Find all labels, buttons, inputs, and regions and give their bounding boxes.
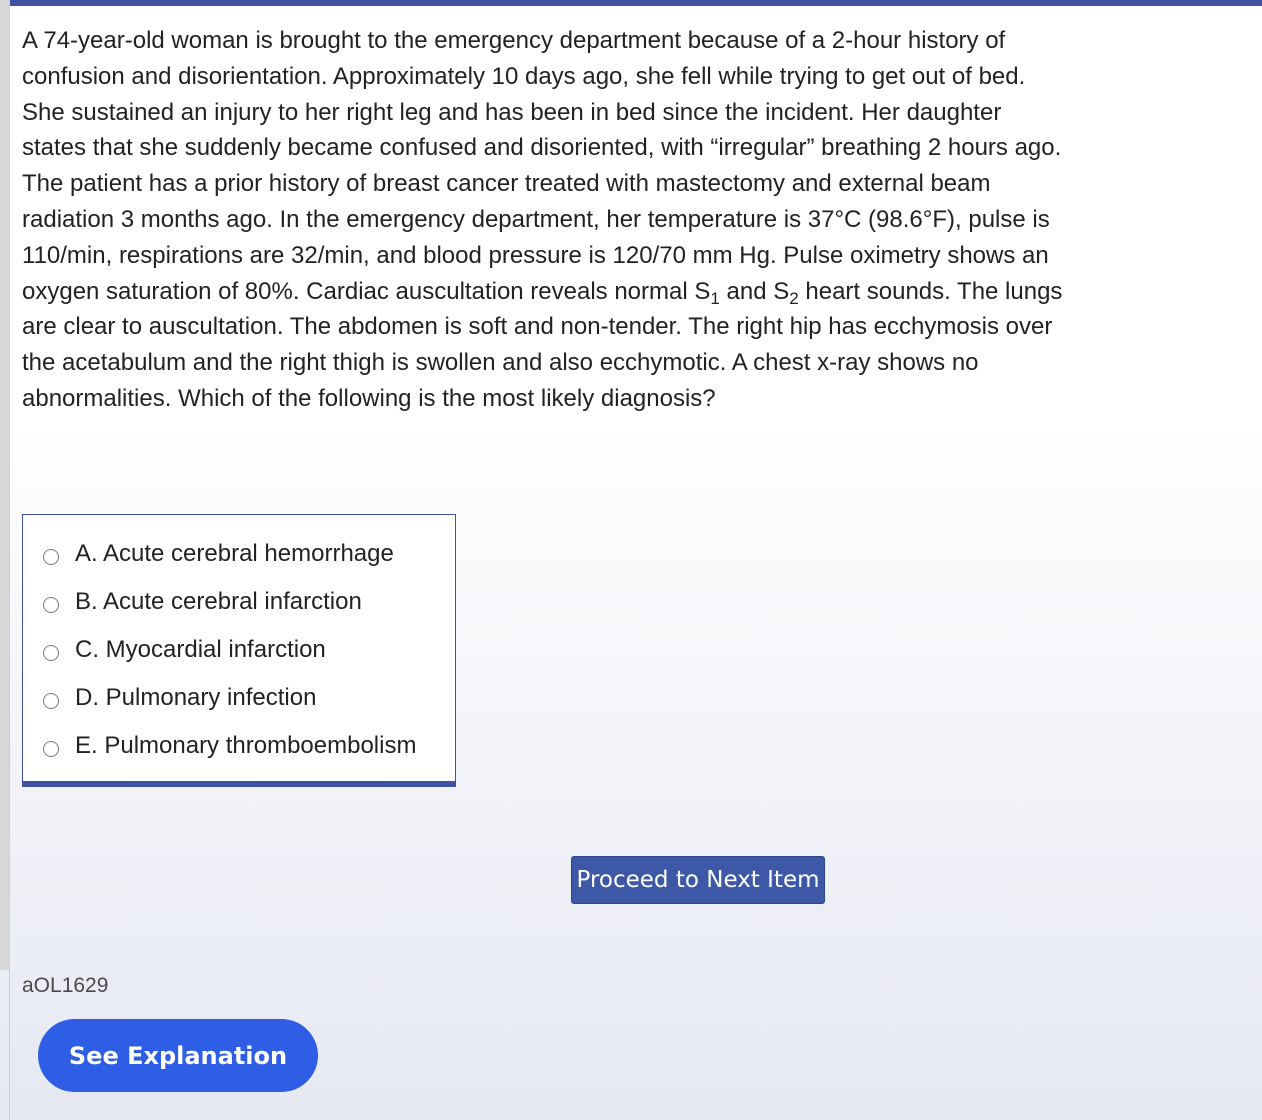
option-a[interactable] (43, 536, 394, 572)
option-b-radio[interactable] (43, 597, 59, 613)
option-a-label: A. Acute cerebral hemorrhage (75, 540, 394, 567)
question-stem (22, 23, 1067, 417)
stem-text-3: heart sounds. The lungs are clear to auscultation. The abdomen is soft and non-tender. The right hip has ecchymosis over the acetabulum and the right thigh is swollen and also ecchymotic. A chest x-ray shows no abnormalities. Which of the following is the most likely diagnosis? (22, 277, 1063, 412)
option-b-label: B. Acute cerebral infarction (75, 588, 362, 615)
option-e[interactable] (43, 728, 416, 764)
option-a-radio[interactable] (43, 549, 59, 565)
stem-subscript-1: 1 (710, 288, 720, 308)
option-b[interactable] (43, 584, 362, 620)
stem-text-1: A 74-year-old woman is brought to the emergency department because of a 2-hour history of confusion and disorientation. Approximately 10 days ago, she fell while trying to get out of bed. She sustained an injury to her right leg and has been in bed since the incident. Her daughter states that she suddenly became confused and disoriented, with “irregular” breathing 2 hours ago. The patient has a prior history of breast cancer treated with mastectomy and external beam radiation 3 months ago. In the emergency department, her temperature is 37°C (98.6°F), pulse is 110/min, respirations are 32/min, and blood pressure is 120/70 mm Hg. Pulse oximetry shows an oxygen saturation of 80%. Cardiac auscultation reveals normal S (22, 27, 1062, 305)
item-id-label: aOL1629 (22, 974, 109, 997)
left-panel-edge (0, 0, 9, 970)
option-d-label: D. Pulmonary infection (75, 684, 317, 711)
option-c-label: C. Myocardial infarction (75, 636, 326, 663)
option-d[interactable] (43, 680, 316, 716)
top-accent-bar (10, 0, 1262, 6)
option-c-radio[interactable] (43, 645, 59, 661)
stem-subscript-2: 2 (789, 288, 799, 308)
option-e-label: E. Pulmonary thromboembolism (75, 732, 417, 759)
option-c[interactable] (43, 632, 326, 668)
stem-text-2: and S (719, 277, 790, 305)
answer-options-box (22, 514, 456, 787)
option-d-radio[interactable] (43, 693, 59, 709)
left-divider (9, 0, 10, 1120)
option-e-radio[interactable] (43, 741, 59, 757)
see-explanation-button[interactable]: See Explanation (38, 1019, 318, 1092)
proceed-next-button[interactable]: Proceed to Next Item (571, 856, 825, 904)
